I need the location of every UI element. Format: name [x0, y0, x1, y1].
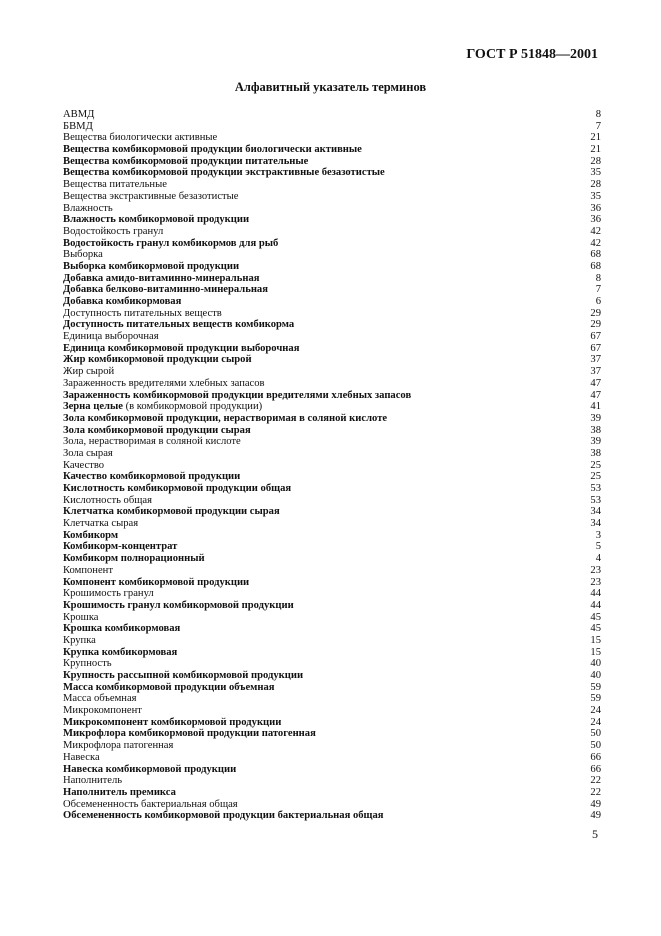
- index-term-text: Зола комбикормовой продукции, нерастворимая в соляной кислоте: [63, 412, 388, 424]
- index-entry: [63, 109, 601, 121]
- index-term: [63, 506, 280, 518]
- index-term-text: Крупность: [63, 658, 112, 670]
- index-page-ref: 25: [590, 471, 601, 483]
- index-term-text: Выборка: [63, 249, 103, 261]
- index-page-ref: 39: [590, 436, 601, 448]
- index-page-ref: 29: [590, 307, 601, 319]
- index-page-ref: 68: [590, 260, 601, 272]
- index-entry: [63, 693, 601, 705]
- index-entry: [63, 284, 601, 296]
- index-page-ref: 29: [590, 319, 601, 331]
- index-term-text: Микрофлора патогенная: [63, 740, 174, 752]
- index-term: [63, 764, 236, 776]
- index-term: [63, 728, 316, 740]
- index-entry: [63, 705, 601, 717]
- index-entry: [63, 635, 601, 647]
- index-term-text: Жир сырой: [63, 366, 115, 378]
- index-page-ref: 68: [590, 249, 601, 261]
- index-page-ref: 28: [590, 155, 601, 167]
- index-entry: [63, 460, 601, 472]
- index-page-ref: 23: [590, 564, 601, 576]
- index-entry: [63, 740, 601, 752]
- index-page-ref: 34: [590, 506, 601, 518]
- index-term: [63, 296, 181, 308]
- index-page-ref: 40: [590, 658, 601, 670]
- index-term: [63, 530, 118, 542]
- index-entry: [63, 179, 601, 191]
- index-entry: [63, 413, 601, 425]
- index-term-text: Масса объемная: [63, 693, 137, 705]
- index-entry: [63, 530, 601, 542]
- index-entry: [63, 600, 601, 612]
- index-entry: [63, 577, 601, 589]
- index-term-text: Зерна целые: [63, 401, 123, 413]
- index-page-ref: 36: [590, 214, 601, 226]
- index-term: [63, 588, 154, 600]
- index-page-ref: 50: [590, 740, 601, 752]
- index-term: [63, 436, 241, 448]
- index-term-text: Крупность рассыпной комбикормовой продукции: [63, 670, 304, 681]
- index-entry: [63, 203, 601, 215]
- index-term-text: Единица комбикормовой продукции выборочная: [63, 342, 300, 354]
- index-page-ref: 8: [595, 272, 601, 284]
- document-code: ГОСТ Р 51848—2001: [466, 47, 598, 62]
- index-term-text: Зола, нерастворимая в соляной кислоте: [63, 436, 241, 448]
- index-term: [63, 448, 113, 460]
- index-term-text: Вещества питательные: [63, 179, 167, 191]
- index-term-text: Зола комбикормовой продукции сырая: [63, 424, 251, 436]
- index-entry: [63, 156, 601, 168]
- index-term-text: БВМД: [63, 120, 93, 132]
- index-term: [63, 682, 275, 694]
- index-page-ref: 67: [590, 342, 601, 354]
- index-page-ref: 7: [595, 120, 601, 132]
- index-entry: [63, 752, 601, 764]
- index-term-text: Влажность: [63, 202, 113, 214]
- page-number: 5: [592, 827, 598, 841]
- index-term: [63, 191, 238, 203]
- index-term: [63, 214, 249, 226]
- index-entry: [63, 238, 601, 250]
- index-term-text: АВМД: [63, 109, 95, 120]
- index-term: [63, 541, 177, 553]
- index-entry: [63, 775, 601, 787]
- index-term-text: Зараженность комбикормовой продукции вредителями хлебных запасов: [63, 389, 412, 401]
- index-page-ref: 42: [590, 225, 601, 237]
- index-term-text: Комбикорм-концентрат: [63, 541, 178, 553]
- index-term-text: Клетчатка комбикормовой продукции сырая: [63, 506, 280, 518]
- index-entry: [63, 378, 601, 390]
- index-page-ref: 67: [590, 331, 601, 343]
- index-entry: [63, 717, 601, 729]
- index-entry: [63, 448, 601, 460]
- index-term-text: Комбикорм: [63, 529, 119, 541]
- index-term: [63, 752, 100, 764]
- index-page-ref: 38: [590, 424, 601, 436]
- index-entry: [63, 261, 601, 273]
- index-term-text: Микрокомпонент комбикормовой продукции: [63, 716, 282, 728]
- index-entry: [63, 167, 601, 179]
- index-page-ref: 6: [595, 296, 601, 307]
- index-term-text: Крошимость гранул комбикормовой продукции: [63, 599, 294, 611]
- index-term-text: Крошимость гранул: [63, 588, 154, 600]
- index-term-text: Компонент: [63, 564, 113, 576]
- index-page-ref: 5: [595, 541, 601, 553]
- index-page-ref: 28: [590, 179, 601, 191]
- index-term: [63, 483, 291, 495]
- index-term-text: Выборка комбикормовой продукции: [63, 260, 240, 272]
- index-page-ref: 24: [590, 705, 601, 717]
- index-entry: [63, 144, 601, 156]
- index-term-text: Обсемененность комбикормовой продукции бактериальная общая: [63, 810, 384, 822]
- index-term: [63, 740, 173, 752]
- index-entry: [63, 401, 601, 413]
- index-entry: [63, 354, 601, 366]
- index-term: [63, 717, 281, 729]
- index-entry: [63, 787, 601, 799]
- index-term: [63, 787, 176, 799]
- index-term: [63, 331, 159, 343]
- index-entry: [63, 331, 601, 343]
- index-entry: [63, 541, 601, 553]
- index-term-text: Наполнитель премикса: [63, 786, 176, 798]
- index-term: [63, 319, 294, 331]
- index-page-ref: 22: [590, 786, 601, 798]
- index-term-text: Обсемененность бактериальная общая: [63, 798, 238, 810]
- index-entry: [63, 249, 601, 261]
- index-term-text: Кислотность общая: [63, 494, 152, 506]
- index-entry: [63, 764, 601, 776]
- index-page-ref: 3: [595, 529, 601, 541]
- index-entry: [63, 553, 601, 565]
- index-term: [63, 390, 411, 402]
- index-entry: [63, 612, 601, 624]
- index-term: [63, 705, 142, 717]
- index-page-ref: 35: [590, 167, 601, 179]
- index-term-text: Масса комбикормовой продукции объемная: [63, 681, 275, 693]
- index-page-ref: 49: [590, 798, 601, 810]
- index-term-text: Единица выборочная: [63, 331, 159, 343]
- index-term: [63, 413, 387, 425]
- index-page-ref: 49: [590, 810, 601, 822]
- index-page-ref: 53: [590, 494, 601, 506]
- index-page-ref: 39: [590, 412, 601, 424]
- index-term: [63, 179, 167, 191]
- index-term: [63, 495, 152, 507]
- index-page-ref: 42: [590, 237, 601, 249]
- index-entry: [63, 647, 601, 659]
- index-page-ref: 45: [590, 623, 601, 635]
- index-entry: [63, 588, 601, 600]
- index-term: [63, 261, 239, 273]
- index-term: [63, 109, 94, 121]
- index-term-text: Добавка белково-витаминно-минеральная: [63, 284, 268, 296]
- index-page-ref: 41: [590, 401, 601, 413]
- index-page-ref: 21: [590, 144, 601, 156]
- index-entry: [63, 390, 601, 402]
- index-term-text: Крупка: [63, 634, 96, 646]
- index-term-text: Зола сырая: [63, 447, 113, 459]
- index-term-text: Микрокомпонент: [63, 705, 142, 717]
- index-entry: [63, 308, 601, 320]
- index-term: [63, 810, 384, 822]
- index-term: [63, 460, 104, 472]
- index-page-ref: 21: [590, 132, 601, 144]
- index-entry: [63, 682, 601, 694]
- index-term-text: Водостойкость гранул: [63, 225, 164, 237]
- index-entry: [63, 483, 601, 495]
- index-page-ref: 66: [590, 751, 601, 763]
- index-term-text: Добавка комбикормовая: [63, 296, 182, 307]
- index-page-ref: 45: [590, 611, 601, 623]
- index-term: [63, 518, 138, 530]
- index-term: [63, 203, 113, 215]
- index-title: Алфавитный указатель терминов: [234, 80, 427, 94]
- index-entry: [63, 658, 601, 670]
- index-entry: [63, 518, 601, 530]
- index-entry: [63, 132, 601, 144]
- index-term: [63, 647, 177, 659]
- index-term: [63, 273, 259, 285]
- index-term: [63, 471, 240, 483]
- index-entry: [63, 728, 601, 740]
- index-entry: [63, 319, 601, 331]
- index-term-text: Крошка: [63, 611, 99, 623]
- index-term-text: Зараженность вредителями хлебных запасов: [63, 377, 265, 389]
- index-term: [63, 623, 180, 635]
- index-term-text: Вещества комбикормовой продукции экстрактивные безазотистые: [63, 167, 385, 179]
- index-term: [63, 401, 262, 413]
- index-term-text: Клетчатка сырая: [63, 518, 139, 530]
- index-page-ref: 66: [590, 763, 601, 775]
- index-term-text: Доступность питательных веществ: [63, 307, 222, 319]
- index-term: [63, 693, 137, 705]
- index-term: [63, 378, 265, 390]
- index-term: [63, 425, 251, 437]
- index-page-ref: 47: [590, 389, 601, 401]
- index-entry: [63, 296, 601, 308]
- index-term: [63, 284, 268, 296]
- index-entry: [63, 565, 601, 577]
- index-entry: [63, 471, 601, 483]
- index-term-text: Комбикорм полнорационный: [63, 553, 205, 565]
- index-page-ref: 44: [590, 599, 601, 611]
- index-term: [63, 156, 308, 168]
- index-entry: [63, 810, 601, 822]
- index-page-ref: 40: [590, 670, 601, 681]
- index-term: [63, 132, 217, 144]
- index-term: [63, 635, 96, 647]
- index-entry: [63, 214, 601, 226]
- index-page-ref: 22: [590, 775, 601, 787]
- term-index-list: [63, 109, 601, 822]
- index-page-ref: 38: [590, 447, 601, 459]
- index-term: [63, 577, 249, 589]
- index-term: [63, 308, 222, 320]
- index-term: [63, 144, 362, 156]
- index-term-text: Добавка амидо-витаминно-минеральная: [63, 272, 260, 284]
- index-term: [63, 354, 252, 366]
- index-term-text: Микрофлора комбикормовой продукции патогенная: [63, 728, 316, 740]
- index-term-text: Компонент комбикормовой продукции: [63, 576, 250, 588]
- index-term-text: Доступность питательных веществ комбикорма: [63, 319, 295, 331]
- index-page-ref: 50: [590, 728, 601, 740]
- index-term: [63, 249, 103, 261]
- index-term-text: Качество комбикормовой продукции: [63, 471, 241, 483]
- index-term: [63, 238, 278, 250]
- index-term: [63, 343, 299, 355]
- index-page-ref: 23: [590, 576, 601, 588]
- index-page-ref: 15: [590, 634, 601, 646]
- index-term: [63, 670, 303, 682]
- index-term-text: Крупка комбикормовая: [63, 646, 178, 658]
- index-entry: [63, 366, 601, 378]
- index-entry: [63, 425, 601, 437]
- index-term-text: Влажность комбикормовой продукции: [63, 214, 250, 226]
- index-page-ref: 25: [590, 459, 601, 471]
- index-term-text: Кислотность комбикормовой продукции общая: [63, 483, 292, 494]
- index-entry: [63, 191, 601, 203]
- index-term-text: Водостойкость гранул комбикормов для рыб: [63, 237, 279, 249]
- index-page-ref: 8: [595, 109, 601, 120]
- index-page-ref: 24: [590, 716, 601, 728]
- index-page-ref: 35: [590, 190, 601, 202]
- index-term: [63, 553, 205, 565]
- index-term: [63, 612, 99, 624]
- index-term: [63, 658, 112, 670]
- index-term-text: Качество: [63, 459, 105, 471]
- index-page-ref: 59: [590, 681, 601, 693]
- index-page-ref: 4: [595, 553, 601, 565]
- index-term-text: Наполнитель: [63, 775, 123, 787]
- index-term-text: Вещества биологически активные: [63, 132, 218, 144]
- index-entry: [63, 226, 601, 238]
- index-page-ref: 7: [595, 284, 601, 296]
- index-term: [63, 600, 294, 612]
- index-entry: [63, 436, 601, 448]
- index-term: [63, 366, 114, 378]
- index-page-ref: 36: [590, 202, 601, 214]
- index-entry: [63, 799, 601, 811]
- index-page-ref: 44: [590, 588, 601, 600]
- index-term: [63, 565, 113, 577]
- index-entry: [63, 273, 601, 285]
- index-term: [63, 167, 385, 179]
- index-term: [63, 121, 93, 133]
- index-term-text: Вещества комбикормовой продукции питательные: [63, 155, 309, 167]
- index-entry: [63, 343, 601, 355]
- index-term-text: Жир комбикормовой продукции сырой: [63, 354, 252, 366]
- index-term-text: Крошка комбикормовая: [63, 623, 181, 635]
- index-term-text: Навеска комбикормовой продукции: [63, 763, 237, 775]
- index-term-note: (в комбикормовой продукции): [122, 401, 263, 413]
- index-page-ref: 53: [590, 483, 601, 494]
- index-entry: [63, 495, 601, 507]
- index-entry: [63, 623, 601, 635]
- index-page-ref: 37: [590, 354, 601, 366]
- index-term-text: Вещества экстрактивные безазотистые: [63, 190, 239, 202]
- index-page-ref: 59: [590, 693, 601, 705]
- index-page-ref: 47: [590, 377, 601, 389]
- index-page-ref: 37: [590, 366, 601, 378]
- index-term-text: Вещества комбикормовой продукции биологически активные: [63, 144, 362, 156]
- index-page-ref: 15: [590, 646, 601, 658]
- index-entry: [63, 121, 601, 133]
- index-page-ref: 34: [590, 518, 601, 530]
- index-entry: [63, 670, 601, 682]
- index-term: [63, 775, 122, 787]
- index-term: [63, 799, 238, 811]
- index-term: [63, 226, 163, 238]
- index-term-text: Навеска: [63, 751, 100, 763]
- index-entry: [63, 506, 601, 518]
